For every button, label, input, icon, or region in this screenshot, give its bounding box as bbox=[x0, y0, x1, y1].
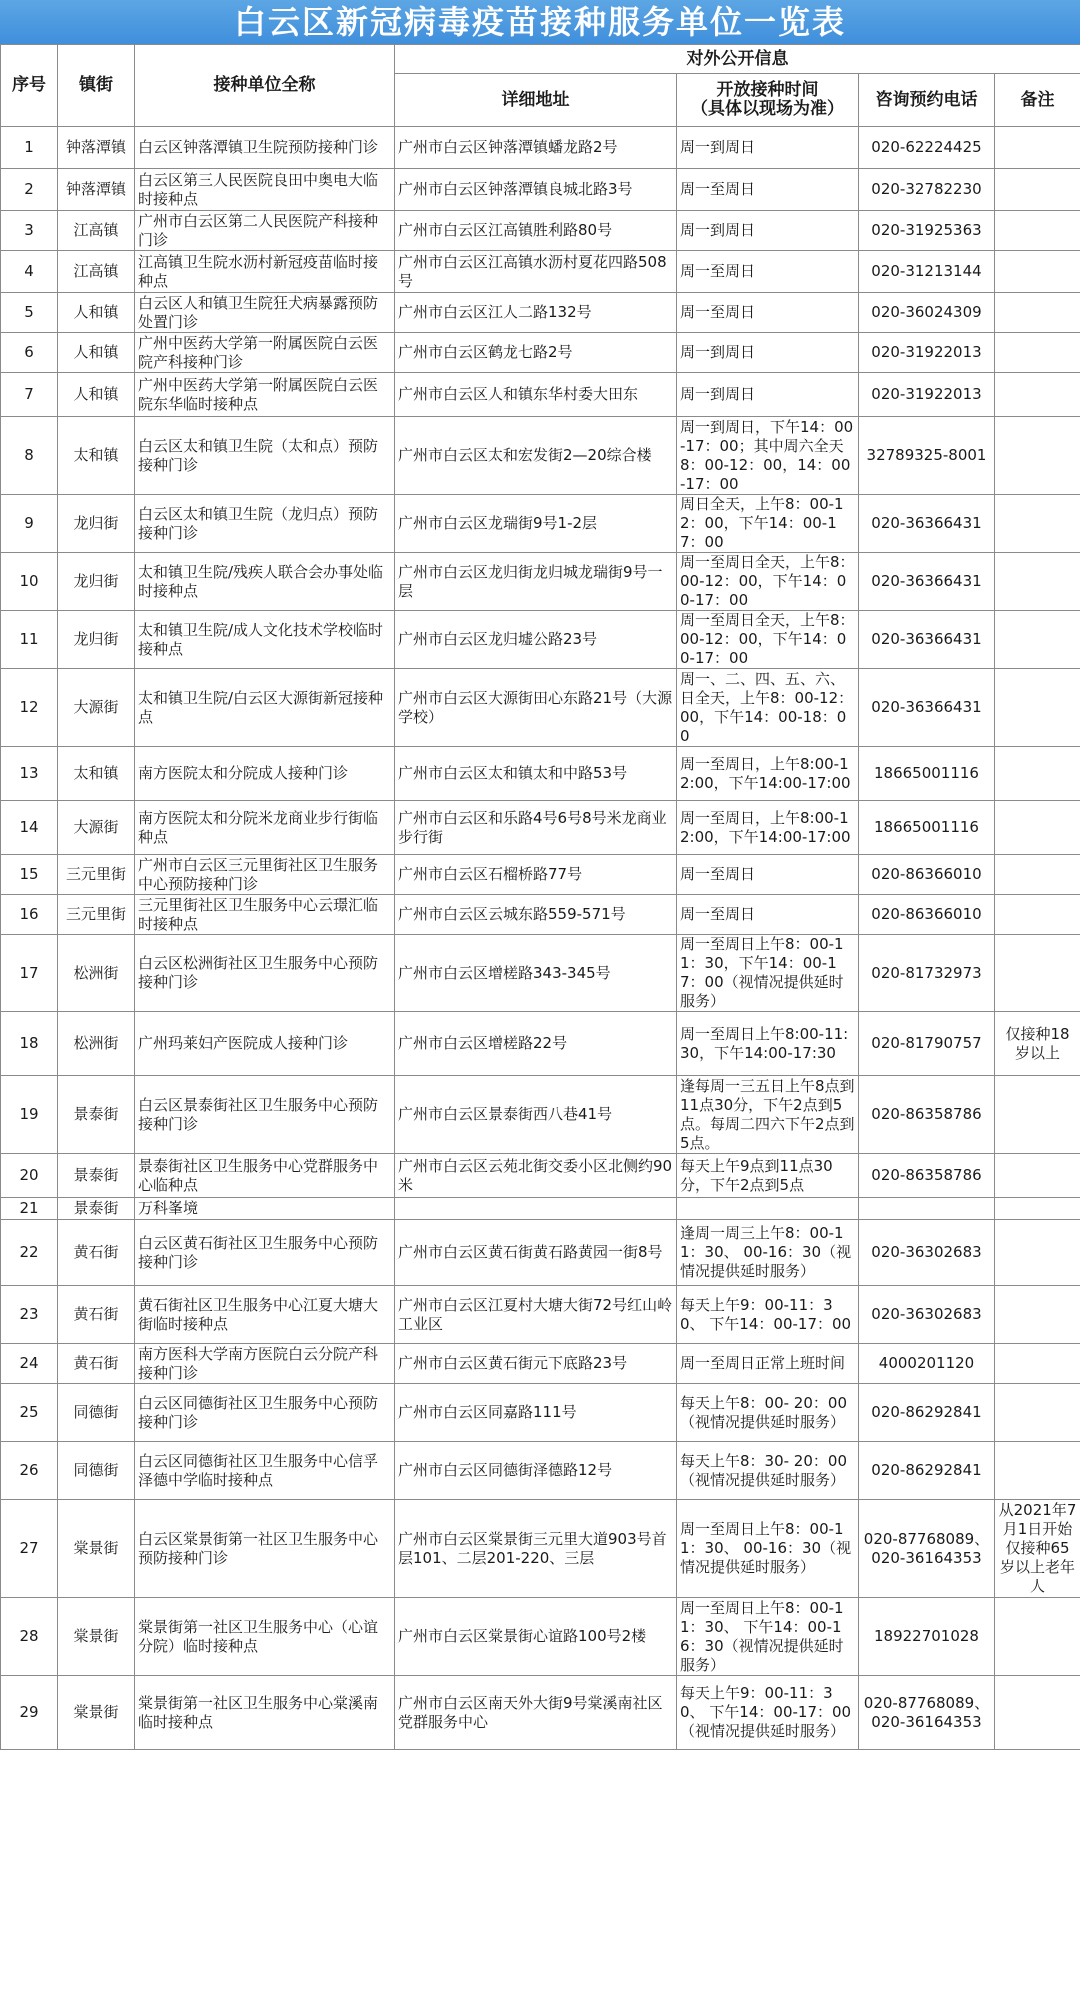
cell-index: 26 bbox=[1, 1442, 58, 1500]
cell-index: 2 bbox=[1, 169, 58, 211]
cell-address: 广州市白云区大源街田心东路21号（大源学校） bbox=[395, 669, 677, 747]
cell-note bbox=[995, 1344, 1080, 1384]
cell-note bbox=[995, 293, 1080, 333]
cell-phone: 020-31922013 bbox=[859, 333, 995, 373]
cell-note bbox=[995, 747, 1080, 801]
cell-phone: 020-31213144 bbox=[859, 251, 995, 293]
cell-town: 松洲街 bbox=[58, 935, 135, 1012]
cell-hours: 每天上午9：00-11：30、 下午14：00-17：00 bbox=[677, 1286, 859, 1344]
header-notes: 备注 bbox=[995, 74, 1080, 127]
cell-town: 人和镇 bbox=[58, 373, 135, 417]
cell-town: 黄石街 bbox=[58, 1344, 135, 1384]
cell-hours: 周一至周日 bbox=[677, 293, 859, 333]
cell-phone: 020-86292841 bbox=[859, 1384, 995, 1442]
cell-address bbox=[395, 1198, 677, 1220]
cell-hours: 逢每周一三五日上午8点到11点30分，下午2点到5点。每周二四六下午2点到5点。 bbox=[677, 1076, 859, 1154]
cell-index: 18 bbox=[1, 1012, 58, 1076]
cell-unit: 广州市白云区三元里街社区卫生服务中心预防接种门诊 bbox=[135, 855, 395, 895]
header-hours: 开放接种时间 （具体以现场为准） bbox=[677, 74, 859, 127]
cell-phone: 020-31925363 bbox=[859, 211, 995, 251]
cell-address: 广州市白云区同德街泽德路12号 bbox=[395, 1442, 677, 1500]
cell-town: 江高镇 bbox=[58, 211, 135, 251]
cell-hours: 周日全天，上午8：00-12：00，下午14：00-17：00 bbox=[677, 495, 859, 553]
table-row bbox=[1, 1154, 1080, 1198]
cell-town: 景泰街 bbox=[58, 1154, 135, 1198]
cell-note bbox=[995, 169, 1080, 211]
table-row bbox=[1, 669, 1080, 747]
cell-town: 人和镇 bbox=[58, 293, 135, 333]
cell-note bbox=[995, 1198, 1080, 1220]
cell-address: 广州市白云区太和镇太和中路53号 bbox=[395, 747, 677, 801]
cell-address: 广州市白云区和乐路4号6号8号米龙商业步行街 bbox=[395, 801, 677, 855]
cell-unit: 景泰街社区卫生服务中心党群服务中心临种点 bbox=[135, 1154, 395, 1198]
table-row bbox=[1, 801, 1080, 855]
cell-note bbox=[995, 1676, 1080, 1750]
cell-unit: 白云区景泰街社区卫生服务中心预防接种门诊 bbox=[135, 1076, 395, 1154]
cell-town: 棠景街 bbox=[58, 1500, 135, 1598]
cell-index: 17 bbox=[1, 935, 58, 1012]
cell-phone: 020-87768089、020-36164353 bbox=[859, 1500, 995, 1598]
cell-index: 1 bbox=[1, 127, 58, 169]
cell-hours: 周一至周日 bbox=[677, 895, 859, 935]
cell-note bbox=[995, 935, 1080, 1012]
table-row bbox=[1, 935, 1080, 1012]
cell-note bbox=[995, 1384, 1080, 1442]
cell-address: 广州市白云区太和宏发街2—20综合楼 bbox=[395, 417, 677, 495]
cell-unit: 太和镇卫生院/白云区大源街新冠接种点 bbox=[135, 669, 395, 747]
cell-index: 16 bbox=[1, 895, 58, 935]
cell-town: 同德街 bbox=[58, 1442, 135, 1500]
cell-address: 广州市白云区鹤龙七路2号 bbox=[395, 333, 677, 373]
cell-phone: 18665001116 bbox=[859, 747, 995, 801]
cell-hours: 周一至周日 bbox=[677, 169, 859, 211]
cell-phone: 020-86366010 bbox=[859, 895, 995, 935]
cell-index: 23 bbox=[1, 1286, 58, 1344]
cell-hours: 周一至周日，上午8:00-12:00，下午14:00-17:00 bbox=[677, 801, 859, 855]
cell-hours: 周一至周日上午8:00-11:30，下午14:00-17:30 bbox=[677, 1012, 859, 1076]
cell-town: 黄石街 bbox=[58, 1286, 135, 1344]
cell-address: 广州市白云区龙归墟公路23号 bbox=[395, 611, 677, 669]
cell-index: 24 bbox=[1, 1344, 58, 1384]
cell-hours: 周一至周日正常上班时间 bbox=[677, 1344, 859, 1384]
cell-index: 11 bbox=[1, 611, 58, 669]
cell-phone: 020-86358786 bbox=[859, 1154, 995, 1198]
cell-unit: 太和镇卫生院/残疾人联合会办事处临时接种点 bbox=[135, 553, 395, 611]
table-row bbox=[1, 895, 1080, 935]
cell-address: 广州市白云区云苑北街交委小区北侧约90米 bbox=[395, 1154, 677, 1198]
table-row bbox=[1, 1220, 1080, 1286]
cell-unit: 广州中医药大学第一附属医院白云医院产科接种门诊 bbox=[135, 333, 395, 373]
cell-unit: 白云区太和镇卫生院（太和点）预防接种门诊 bbox=[135, 417, 395, 495]
cell-town: 松洲街 bbox=[58, 1012, 135, 1076]
cell-address: 广州市白云区南天外大街9号棠溪南社区党群服务中心 bbox=[395, 1676, 677, 1750]
table-row bbox=[1, 1500, 1080, 1598]
cell-phone: 020-87768089、020-36164353 bbox=[859, 1676, 995, 1750]
cell-phone: 020-36366431 bbox=[859, 611, 995, 669]
cell-index: 9 bbox=[1, 495, 58, 553]
cell-note bbox=[995, 1076, 1080, 1154]
cell-address: 广州市白云区黄石街元下底路23号 bbox=[395, 1344, 677, 1384]
cell-address: 广州市白云区棠景街心谊路100号2楼 bbox=[395, 1598, 677, 1676]
cell-phone: 020-86366010 bbox=[859, 855, 995, 895]
cell-index: 14 bbox=[1, 801, 58, 855]
table-row bbox=[1, 1286, 1080, 1344]
cell-note bbox=[995, 251, 1080, 293]
vaccination-sites-table bbox=[0, 44, 1080, 1750]
cell-index: 3 bbox=[1, 211, 58, 251]
cell-index: 7 bbox=[1, 373, 58, 417]
cell-note bbox=[995, 855, 1080, 895]
cell-unit: 白云区黄石街社区卫生服务中心预防接种门诊 bbox=[135, 1220, 395, 1286]
cell-hours: 每天上午8：30- 20：00（视情况提供延时服务） bbox=[677, 1442, 859, 1500]
cell-unit: 南方医科大学南方医院白云分院产科接种门诊 bbox=[135, 1344, 395, 1384]
table-row bbox=[1, 169, 1080, 211]
cell-note bbox=[995, 895, 1080, 935]
cell-unit: 广州中医药大学第一附属医院白云医院东华临时接种点 bbox=[135, 373, 395, 417]
cell-town: 龙归街 bbox=[58, 553, 135, 611]
cell-address: 广州市白云区江高镇水沥村夏花四路508号 bbox=[395, 251, 677, 293]
cell-address: 广州市白云区增槎路22号 bbox=[395, 1012, 677, 1076]
cell-town: 太和镇 bbox=[58, 747, 135, 801]
cell-phone: 020-36366431 bbox=[859, 495, 995, 553]
table-row bbox=[1, 855, 1080, 895]
table-row bbox=[1, 1344, 1080, 1384]
cell-unit: 万科峯境 bbox=[135, 1198, 395, 1220]
cell-phone: 18665001116 bbox=[859, 801, 995, 855]
cell-index: 20 bbox=[1, 1154, 58, 1198]
cell-index: 8 bbox=[1, 417, 58, 495]
cell-hours: 每天上午8：00- 20：00（视情况提供延时服务） bbox=[677, 1384, 859, 1442]
cell-note bbox=[995, 553, 1080, 611]
cell-phone bbox=[859, 1198, 995, 1220]
cell-index: 4 bbox=[1, 251, 58, 293]
cell-town: 龙归街 bbox=[58, 495, 135, 553]
cell-index: 21 bbox=[1, 1198, 58, 1220]
cell-hours: 周一至周日上午8：00-11：30，下午14：00-17：00（视情况提供延时服务） bbox=[677, 935, 859, 1012]
cell-note bbox=[995, 801, 1080, 855]
cell-address: 广州市白云区石榴桥路77号 bbox=[395, 855, 677, 895]
cell-phone: 020-36024309 bbox=[859, 293, 995, 333]
cell-phone: 020-36302683 bbox=[859, 1286, 995, 1344]
cell-address: 广州市白云区人和镇东华村委大田东 bbox=[395, 373, 677, 417]
table-row bbox=[1, 373, 1080, 417]
cell-town: 太和镇 bbox=[58, 417, 135, 495]
cell-town: 三元里街 bbox=[58, 855, 135, 895]
header-index: 序号 bbox=[1, 45, 58, 127]
cell-note: 从2021年7月1日开始仅接种65岁以上老年人 bbox=[995, 1500, 1080, 1598]
cell-phone: 020-86358786 bbox=[859, 1076, 995, 1154]
cell-phone: 020-81790757 bbox=[859, 1012, 995, 1076]
cell-hours: 每天上午9点到11点30分，下午2点到5点 bbox=[677, 1154, 859, 1198]
cell-note bbox=[995, 211, 1080, 251]
cell-index: 15 bbox=[1, 855, 58, 895]
cell-town: 三元里街 bbox=[58, 895, 135, 935]
table-body bbox=[1, 127, 1080, 1750]
cell-note bbox=[995, 417, 1080, 495]
header-address: 详细地址 bbox=[395, 74, 677, 127]
cell-index: 10 bbox=[1, 553, 58, 611]
cell-town: 棠景街 bbox=[58, 1598, 135, 1676]
cell-unit: 白云区松洲街社区卫生服务中心预防接种门诊 bbox=[135, 935, 395, 1012]
cell-index: 12 bbox=[1, 669, 58, 747]
table-row bbox=[1, 1198, 1080, 1220]
cell-unit: 广州市白云区第二人民医院产科接种门诊 bbox=[135, 211, 395, 251]
header-unit: 接种单位全称 bbox=[135, 45, 395, 127]
cell-town: 大源街 bbox=[58, 801, 135, 855]
cell-index: 22 bbox=[1, 1220, 58, 1286]
cell-address: 广州市白云区云城东路559-571号 bbox=[395, 895, 677, 935]
cell-note bbox=[995, 127, 1080, 169]
table-row bbox=[1, 333, 1080, 373]
cell-note: 仅接种18岁以上 bbox=[995, 1012, 1080, 1076]
cell-note bbox=[995, 1442, 1080, 1500]
cell-note bbox=[995, 611, 1080, 669]
cell-phone: 020-81732973 bbox=[859, 935, 995, 1012]
cell-address: 广州市白云区同嘉路111号 bbox=[395, 1384, 677, 1442]
cell-hours: 周一到周日，下午14：00-17：00；其中周六全天8：00-12：00，14：00-17：00 bbox=[677, 417, 859, 495]
cell-index: 19 bbox=[1, 1076, 58, 1154]
cell-town: 大源街 bbox=[58, 669, 135, 747]
cell-note bbox=[995, 333, 1080, 373]
cell-hours: 周一至周日上午8：00-11：30、 下午14：00-16：30（视情况提供延时服务） bbox=[677, 1598, 859, 1676]
cell-phone: 020-62224425 bbox=[859, 127, 995, 169]
cell-address: 广州市白云区棠景街三元里大道903号首层101、二层201-220、三层 bbox=[395, 1500, 677, 1598]
cell-index: 29 bbox=[1, 1676, 58, 1750]
cell-hours: 周一至周日，上午8:00-12:00，下午14:00-17:00 bbox=[677, 747, 859, 801]
cell-hours: 周一至周日 bbox=[677, 251, 859, 293]
cell-hours: 逢周一周三上午8：00-11：30、 00-16：30（视情况提供延时服务） bbox=[677, 1220, 859, 1286]
cell-address: 广州市白云区钟落潭镇蟠龙路2号 bbox=[395, 127, 677, 169]
cell-note bbox=[995, 669, 1080, 747]
cell-index: 13 bbox=[1, 747, 58, 801]
cell-hours: 周一至周日上午8：00-11：30、 00-16：30（视情况提供延时服务） bbox=[677, 1500, 859, 1598]
cell-hours: 周一至周日 bbox=[677, 855, 859, 895]
cell-phone: 020-36366431 bbox=[859, 553, 995, 611]
cell-index: 5 bbox=[1, 293, 58, 333]
cell-hours: 周一到周日 bbox=[677, 211, 859, 251]
page-title: 白云区新冠病毒疫苗接种服务单位一览表 bbox=[0, 0, 1080, 44]
cell-unit: 白云区棠景街第一社区卫生服务中心预防接种门诊 bbox=[135, 1500, 395, 1598]
cell-unit: 白云区第三人民医院良田中奥电大临时接种点 bbox=[135, 169, 395, 211]
cell-unit: 黄石街社区卫生服务中心江夏大塘大街临时接种点 bbox=[135, 1286, 395, 1344]
cell-unit: 白云区太和镇卫生院（龙归点）预防接种门诊 bbox=[135, 495, 395, 553]
cell-phone: 18922701028 bbox=[859, 1598, 995, 1676]
cell-unit: 白云区同德街社区卫生服务中心信孚泽德中学临时接种点 bbox=[135, 1442, 395, 1500]
cell-index: 25 bbox=[1, 1384, 58, 1442]
cell-phone: 32789325-8001 bbox=[859, 417, 995, 495]
cell-address: 广州市白云区钟落潭镇良城北路3号 bbox=[395, 169, 677, 211]
cell-address: 广州市白云区龙归街龙归城龙瑞街9号一层 bbox=[395, 553, 677, 611]
cell-town: 棠景街 bbox=[58, 1676, 135, 1750]
cell-phone: 020-36366431 bbox=[859, 669, 995, 747]
cell-unit: 南方医院太和分院米龙商业步行街临种点 bbox=[135, 801, 395, 855]
cell-unit: 三元里街社区卫生服务中心云璟汇临时接种点 bbox=[135, 895, 395, 935]
cell-hours: 周一到周日 bbox=[677, 333, 859, 373]
cell-town: 龙归街 bbox=[58, 611, 135, 669]
table-row bbox=[1, 1676, 1080, 1750]
table-row bbox=[1, 251, 1080, 293]
cell-note bbox=[995, 495, 1080, 553]
cell-note bbox=[995, 1154, 1080, 1198]
table-row bbox=[1, 1076, 1080, 1154]
table-row bbox=[1, 1598, 1080, 1676]
cell-address: 广州市白云区江夏村大塘大街72号红山岭工业区 bbox=[395, 1286, 677, 1344]
table-row bbox=[1, 417, 1080, 495]
cell-index: 28 bbox=[1, 1598, 58, 1676]
cell-index: 27 bbox=[1, 1500, 58, 1598]
cell-address: 广州市白云区江高镇胜利路80号 bbox=[395, 211, 677, 251]
cell-hours: 周一、二、四、五、六、日全天，上午8：00-12：00，下午14：00-18：00 bbox=[677, 669, 859, 747]
table-row bbox=[1, 127, 1080, 169]
cell-unit: 广州玛莱妇产医院成人接种门诊 bbox=[135, 1012, 395, 1076]
table-row bbox=[1, 747, 1080, 801]
cell-town: 黄石街 bbox=[58, 1220, 135, 1286]
cell-unit: 白云区钟落潭镇卫生院预防接种门诊 bbox=[135, 127, 395, 169]
cell-note bbox=[995, 373, 1080, 417]
cell-phone: 020-36302683 bbox=[859, 1220, 995, 1286]
table-row bbox=[1, 211, 1080, 251]
cell-town: 江高镇 bbox=[58, 251, 135, 293]
cell-unit: 白云区同德街社区卫生服务中心预防接种门诊 bbox=[135, 1384, 395, 1442]
cell-address: 广州市白云区江人二路132号 bbox=[395, 293, 677, 333]
cell-town: 同德街 bbox=[58, 1384, 135, 1442]
cell-phone: 020-32782230 bbox=[859, 169, 995, 211]
cell-note bbox=[995, 1598, 1080, 1676]
header-town: 镇街 bbox=[58, 45, 135, 127]
cell-unit: 白云区人和镇卫生院狂犬病暴露预防处置门诊 bbox=[135, 293, 395, 333]
cell-address: 广州市白云区龙瑞街9号1-2层 bbox=[395, 495, 677, 553]
header-public-info: 对外公开信息 bbox=[395, 45, 1080, 74]
cell-address: 广州市白云区景泰街西八巷41号 bbox=[395, 1076, 677, 1154]
cell-hours: 周一到周日 bbox=[677, 127, 859, 169]
table-row bbox=[1, 495, 1080, 553]
cell-town: 人和镇 bbox=[58, 333, 135, 373]
cell-index: 6 bbox=[1, 333, 58, 373]
cell-phone: 4000201120 bbox=[859, 1344, 995, 1384]
table-row bbox=[1, 1442, 1080, 1500]
cell-hours: 周一到周日 bbox=[677, 373, 859, 417]
cell-hours: 周一至周日全天，上午8：00-12：00，下午14：00-17：00 bbox=[677, 611, 859, 669]
table-row bbox=[1, 1012, 1080, 1076]
cell-hours bbox=[677, 1198, 859, 1220]
cell-town: 景泰街 bbox=[58, 1076, 135, 1154]
cell-address: 广州市白云区增槎路343-345号 bbox=[395, 935, 677, 1012]
cell-phone: 020-31922013 bbox=[859, 373, 995, 417]
cell-town: 钟落潭镇 bbox=[58, 169, 135, 211]
table-row bbox=[1, 1384, 1080, 1442]
cell-town: 钟落潭镇 bbox=[58, 127, 135, 169]
cell-unit: 南方医院太和分院成人接种门诊 bbox=[135, 747, 395, 801]
cell-note bbox=[995, 1286, 1080, 1344]
cell-town: 景泰街 bbox=[58, 1198, 135, 1220]
cell-unit: 棠景街第一社区卫生服务中心棠溪南临时接种点 bbox=[135, 1676, 395, 1750]
table-row bbox=[1, 611, 1080, 669]
cell-address: 广州市白云区黄石街黄石路黄园一街8号 bbox=[395, 1220, 677, 1286]
cell-hours: 周一至周日全天，上午8：00-12：00，下午14：00-17：00 bbox=[677, 553, 859, 611]
cell-phone: 020-86292841 bbox=[859, 1442, 995, 1500]
cell-unit: 太和镇卫生院/成人文化技术学校临时接种点 bbox=[135, 611, 395, 669]
table-row bbox=[1, 553, 1080, 611]
cell-hours: 每天上午9：00-11：30、 下午14：00-17：00（视情况提供延时服务） bbox=[677, 1676, 859, 1750]
header-phone: 咨询预约电话 bbox=[859, 74, 995, 127]
cell-note bbox=[995, 1220, 1080, 1286]
cell-unit: 江高镇卫生院水沥村新冠疫苗临时接种点 bbox=[135, 251, 395, 293]
table-row bbox=[1, 293, 1080, 333]
cell-unit: 棠景街第一社区卫生服务中心（心谊分院）临时接种点 bbox=[135, 1598, 395, 1676]
